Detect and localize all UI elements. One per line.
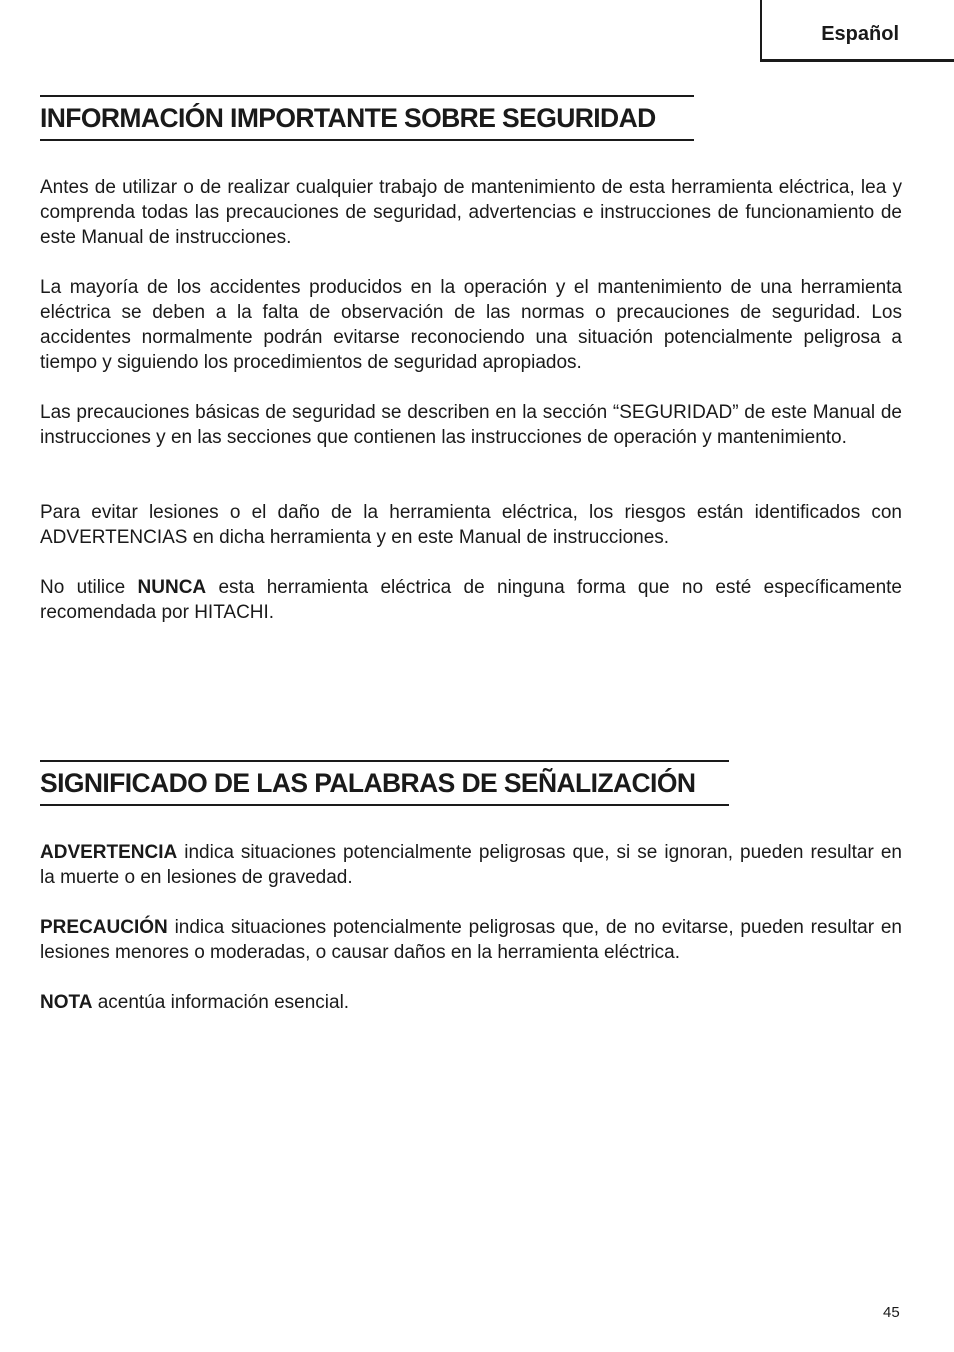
section-title-safety-info: INFORMACIÓN IMPORTANTE SOBRE SEGURIDAD	[40, 95, 694, 141]
paragraph-intro: Antes de utilizar o de realizar cualquier trabajo de mantenimiento de esta herramienta eléctrica, lea y comprenda todas las precauciones de seguridad, advertencias e instrucciones de funcionamiento de este Manual de instrucciones.	[40, 177, 902, 248]
never-emphasis: NUNCA	[137, 577, 207, 598]
page-number: 45	[883, 1304, 900, 1321]
paragraph-accidents: La mayoría de los accidentes producidos en la operación y el mantenimiento de una herramienta eléctrica se deben a la falta de observación de las normas o precauciones de seguridad. Los accidentes normalmente podrán evitarse reconociendo una situación potencialmente peligrosa a tiempo y siguiendo los procedimientos de seguridad apropiados.	[40, 277, 902, 373]
warning-text: indica situaciones potencialmente peligrosas que, si se ignoran, pueden resultar en la muerte o en lesiones de gravedad.	[40, 842, 902, 888]
caution-term: PRECAUCIÓN	[40, 917, 168, 938]
never-use-pre: No utilice	[40, 577, 138, 598]
paragraph-caution	[40, 915, 902, 965]
paragraph-never-use	[40, 575, 902, 625]
note-term: NOTA	[40, 992, 93, 1013]
never-use-post: esta herramienta eléctrica de ninguna forma que no esté específicamente recomendada por HITACHI.	[40, 577, 902, 623]
paragraph-note	[40, 990, 902, 1015]
paragraph-warning	[40, 840, 902, 890]
note-text: acentúa información esencial.	[92, 992, 350, 1013]
warning-term: ADVERTENCIA	[40, 842, 178, 863]
section-title-signal-words: SIGNIFICADO DE LAS PALABRAS DE SEÑALIZACIÓN	[40, 760, 729, 806]
paragraph-risks: Para evitar lesiones o el daño de la herramienta eléctrica, los riesgos están identificados con ADVERTENCIAS en dicha herramienta y en este Manual de instrucciones.	[40, 502, 902, 548]
paragraph-basic-precautions: Las precauciones básicas de seguridad se describen en la sección “SEGURIDAD” de este Manual de instrucciones y en las secciones que contienen las instrucciones de operación y mantenimiento.	[40, 402, 902, 448]
language-tab	[760, 0, 954, 62]
caution-text: indica situaciones potencialmente peligrosas que, de no evitarse, pueden resultar en lesiones menores o moderadas, o causar daños en la herramienta eléctrica.	[40, 917, 902, 963]
language-label: Español	[821, 23, 899, 45]
